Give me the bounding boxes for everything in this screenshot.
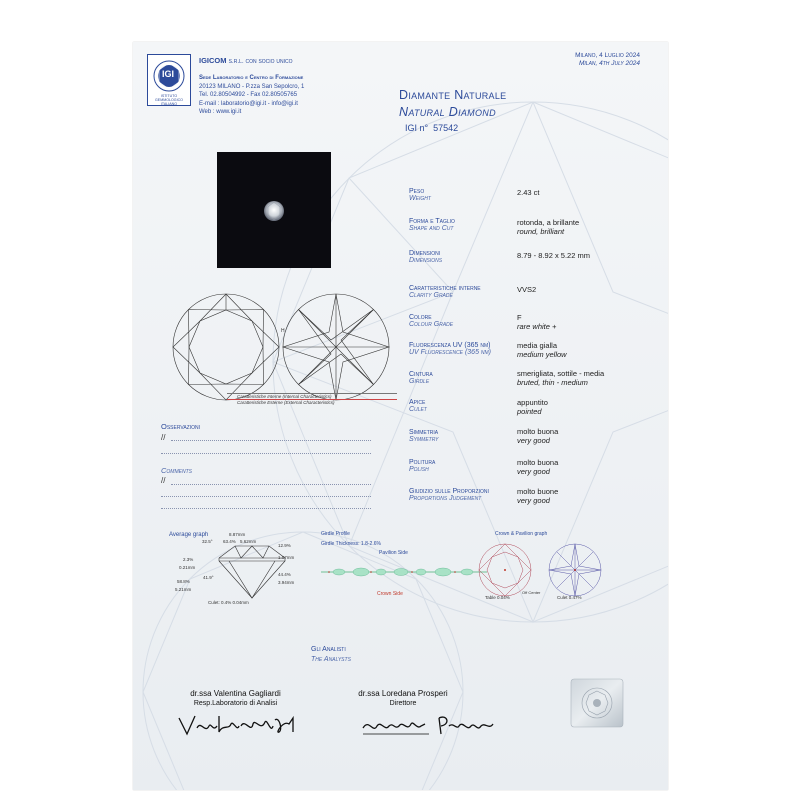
analysts-label-en: The Analysts bbox=[311, 656, 351, 663]
analyst1-role: Resp.Laboratorio di Analisi bbox=[193, 700, 278, 707]
avg-girdle-mm: 0.21mm bbox=[179, 565, 196, 570]
certificate-sheet bbox=[133, 42, 668, 790]
avg-pav-pct: 44.4% bbox=[278, 572, 291, 577]
avg-pav-angle: 41.9° bbox=[203, 575, 214, 580]
logo-subtitle: ISTITUTO GEMMOLOGICO ITALIANO bbox=[155, 94, 183, 106]
spec-row-symmetry: Simmetria Symmetry bbox=[409, 429, 439, 443]
spec-row-dimensions: Dimensioni Dimensions bbox=[409, 250, 443, 264]
spec-value-proportions: molto buone very good bbox=[517, 487, 559, 505]
analyst2-name: dr.ssa Loredana Prosperi bbox=[358, 689, 448, 698]
title-italian: Diamante Naturale bbox=[399, 88, 507, 102]
crown-pavilion-title: Crown & Pavilion graph bbox=[495, 531, 548, 537]
avg-depth-mm: 5.21mm bbox=[175, 587, 192, 592]
spec-value-colour: F rare white + bbox=[517, 313, 557, 331]
analyst1-signature bbox=[175, 710, 300, 738]
analyst1-name: dr.ssa Valentina Gagliardi bbox=[190, 689, 281, 698]
crown-pavilion-icons bbox=[475, 542, 655, 598]
observations-line-2 bbox=[161, 453, 371, 454]
spec-row-girdle: Cintura Girdle bbox=[409, 371, 433, 385]
logo-text: IGI bbox=[162, 69, 175, 79]
off-center-label: Off Center bbox=[522, 590, 541, 595]
spec-value-polish: molto buona very good bbox=[517, 458, 559, 476]
org-address: Sede Laboratorio e Centro di Formazione 20123 MILANO - P.zza San Sepolcro, 1 Tel. 02.80504992 - Fax 02.80505765 E-mail : laboratorio@igi.it - info@igi.it Web : www.igi.it bbox=[199, 75, 305, 115]
legend-external: Caratteristiche Esterne (External Characteristics) bbox=[237, 400, 335, 405]
diamond-profile-icon bbox=[217, 542, 287, 602]
diamond-photo bbox=[217, 152, 331, 268]
avg-table-mm: 5.62mm bbox=[240, 539, 257, 544]
spec-row-proportions: Giudizio sulle Proporzioni Proportions Judgement bbox=[409, 488, 489, 502]
spec-row-fluorescence: Fluorescenza UV (365 nm) UV Fluorescence (365 nm) bbox=[409, 342, 492, 356]
spec-value-fluorescence: media gialla medium yellow bbox=[517, 341, 567, 359]
pavilion-culet-value: Culet 0.47% bbox=[557, 595, 582, 600]
spec-row-shape: Forma e Taglio Shape and Cut bbox=[409, 218, 455, 232]
girdle-profile-strip bbox=[319, 562, 489, 582]
svg-text:H: H bbox=[281, 328, 285, 334]
title-english: Natural Diamond bbox=[399, 105, 496, 119]
legend-internal: Caratteristiche Interne (Internal Characteristics) bbox=[237, 394, 332, 399]
girdle-thickness: Girdle Thickness: 1.8-2.6% bbox=[321, 541, 381, 547]
avg-pav-mm: 3.94mm bbox=[278, 580, 295, 585]
analyst2-signature bbox=[359, 710, 499, 738]
avg-culet: Culet: 0.4% 0.04mm bbox=[208, 600, 249, 605]
analysts-label-it: Gli Analisti bbox=[311, 646, 346, 653]
spec-value-weight: 2.43 ct bbox=[517, 188, 540, 197]
average-graph-title: Average graph bbox=[169, 532, 209, 538]
observations-mark: // bbox=[161, 433, 166, 442]
girdle-profile-title: Girdle Profile bbox=[321, 531, 350, 537]
comments-mark: // bbox=[161, 476, 166, 485]
avg-girdle-pct: 2.3% bbox=[183, 557, 194, 562]
avg-crown-mm: 1.07mm bbox=[278, 555, 295, 560]
comments-label: Comments bbox=[161, 466, 192, 475]
avg-depth-pct: 58.8% bbox=[177, 579, 190, 584]
comments-line-3 bbox=[161, 508, 371, 509]
analyst2-role: Direttore bbox=[389, 700, 417, 707]
comments-line-2 bbox=[161, 496, 371, 497]
spec-value-symmetry: molto buona very good bbox=[517, 427, 559, 445]
comments-line-1 bbox=[171, 484, 371, 485]
avg-table-pct: 63.4% bbox=[223, 539, 236, 544]
pavilion-side-label: Pavilion Side bbox=[379, 550, 408, 556]
spec-row-culet: Apice Culet bbox=[409, 399, 427, 413]
igi-number: IGI n° 57542 bbox=[405, 123, 459, 133]
hologram-seal bbox=[570, 678, 624, 728]
spec-row-colour: Colore Colour Grade bbox=[409, 314, 454, 328]
spec-value-clarity: VVS2 bbox=[517, 285, 537, 294]
spec-row-clarity: Caratteristiche interne Clarity Grade bbox=[409, 285, 481, 299]
org-name: IGICOM s.r.l. con socio unico bbox=[199, 56, 293, 65]
spec-value-girdle: smerigliata, sottile - media bruted, thin - medium bbox=[517, 369, 605, 387]
avg-crown-pct: 12.9% bbox=[278, 543, 291, 548]
plotting-diagrams bbox=[171, 292, 391, 407]
observations-label: Osservazioni bbox=[161, 422, 200, 431]
diamond-icon bbox=[217, 152, 331, 268]
date-english: Milan, 4th July 2024 bbox=[578, 60, 640, 67]
spec-value-dimensions: 8.79 - 8.92 x 5.22 mm bbox=[517, 251, 590, 260]
observations-line-1 bbox=[171, 440, 371, 441]
crown-side-label: Crown Side bbox=[377, 591, 403, 597]
crown-table-value: Table 0.04% bbox=[485, 595, 510, 600]
spec-value-culet: appuntito pointed bbox=[517, 398, 548, 416]
spec-row-polish: Politura Polish bbox=[409, 459, 436, 473]
avg-crown-angle: 32.5° bbox=[202, 539, 213, 544]
avg-diameter: 8.87mm bbox=[229, 532, 246, 537]
spec-value-shape: rotonda, a brillante round, brilliant bbox=[517, 218, 580, 236]
spec-row-weight: Peso Weight bbox=[409, 188, 431, 202]
date-italian: Milano, 4 Luglio 2024 bbox=[575, 52, 640, 59]
